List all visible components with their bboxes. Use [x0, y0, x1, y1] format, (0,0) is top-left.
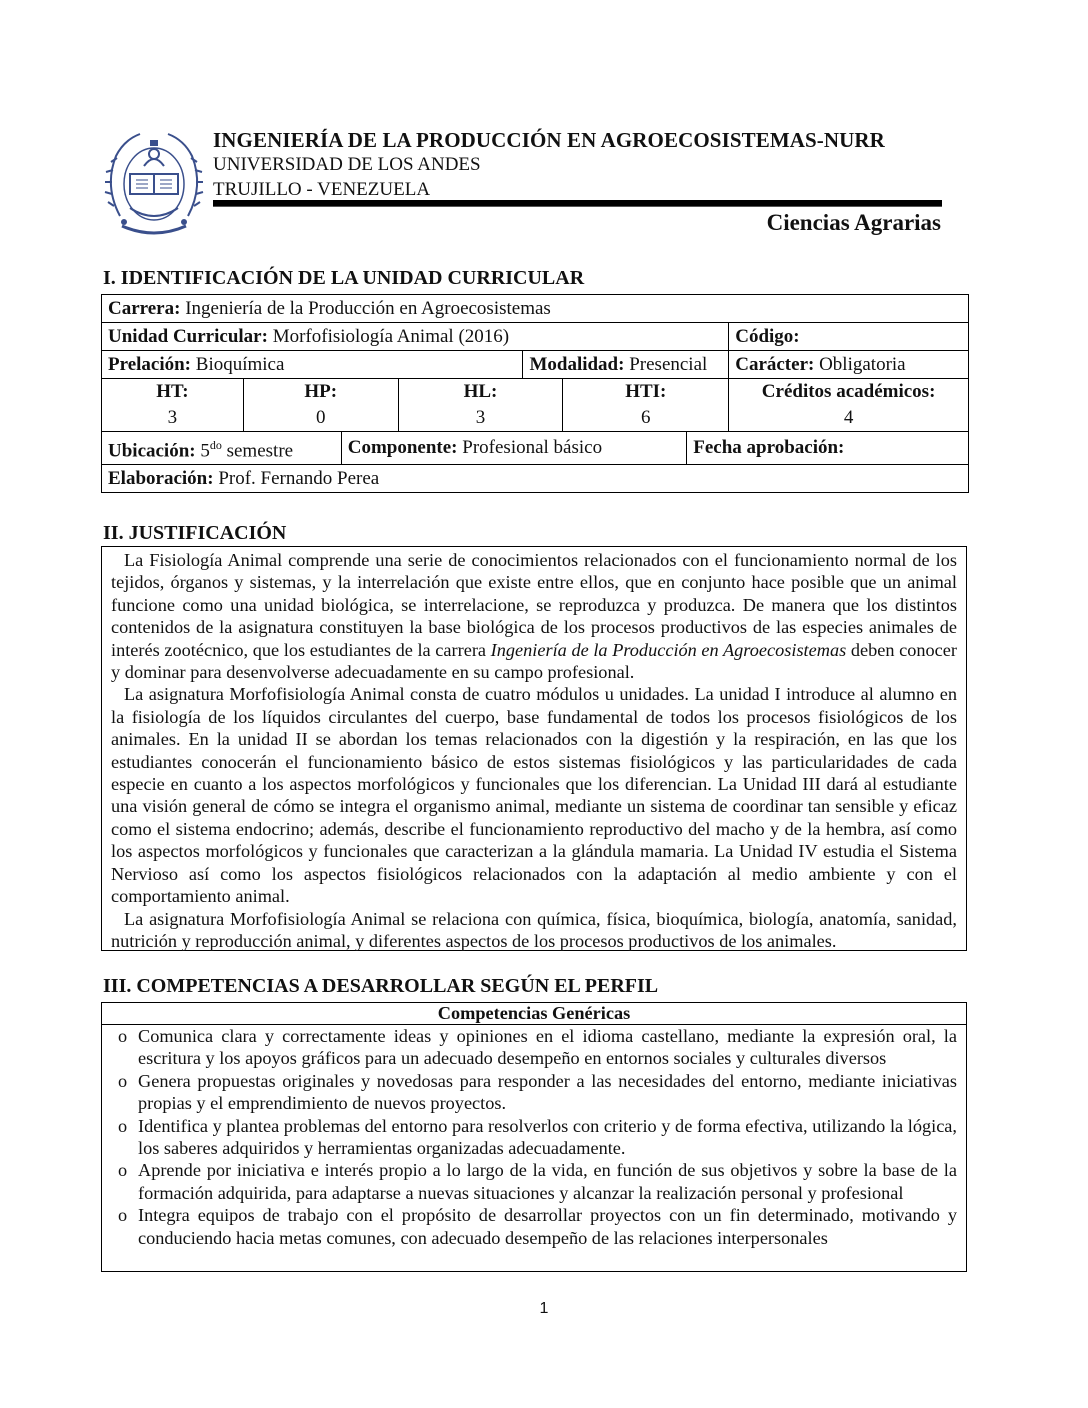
list-item: [118, 1115, 957, 1160]
justification-p1-text-end: deben conocer y dominar para desenvolverse adecuadamente en su campo profesional.: [111, 639, 957, 683]
row-ubicacion: [102, 432, 969, 465]
hp-label: HP:: [304, 381, 338, 402]
list-item: [118, 1025, 957, 1070]
ubicacion-rest: semestre: [226, 440, 294, 462]
competencies-header: Competencias Genéricas: [102, 1003, 966, 1025]
hl-value: 3: [475, 407, 486, 428]
caracter-value: Obligatoria: [819, 353, 906, 375]
competency-text: Genera propuestas originales y novedosas para responder a las necesidades del entorno, mediante iniciativas propias y el emprendimiento de nuevos proyectos.: [138, 1070, 957, 1114]
justification-box: [101, 546, 967, 951]
elaboracion-value: Prof. Fernando Perea: [218, 467, 380, 489]
list-item: [118, 1204, 957, 1249]
location: TRUJILLO - VENEZUELA: [213, 179, 431, 200]
competency-text: Identifica y plantea problemas del entorno para resolverlos con criterio y de forma efectiva, utilizando la lógica, los saberes adquiridos y herramientas organizadas adecuadamente.: [138, 1115, 957, 1159]
justification-paragraph-1: [111, 549, 957, 683]
header-title: INGENIERÍA DE LA PRODUCCIÓN EN AGROECOSISTEMAS-NURR: [213, 128, 885, 152]
carrera-label: Carrera:: [108, 297, 181, 319]
carrera-value: Ingeniería de la Producción en Agroecosistemas: [185, 297, 551, 319]
row-prelacion: [102, 351, 969, 379]
section-3-title: III. COMPETENCIAS A DESARROLLAR SEGÚN EL PERFIL: [103, 975, 659, 997]
creditos-value: 4: [843, 407, 854, 428]
hp-value: 0: [315, 407, 326, 428]
competency-text: Integra equipos de trabajo con el propósito de desarrollar proyectos con un fin determinado, motivando y conduciendo hacia metas comunes, con adecuado desempeño de las relaciones interpersonales: [138, 1205, 957, 1248]
bullet-icon: o: [118, 1026, 128, 1046]
ht-label: HT:: [156, 381, 189, 402]
row-elaboracion: [102, 465, 969, 493]
fecha-label: Fecha aprobación:: [693, 437, 845, 459]
caracter-label: Carácter:: [735, 353, 815, 375]
identification-table: [101, 294, 969, 493]
hti-value: 6: [641, 407, 651, 428]
ubicacion-label: Ubicación:: [108, 440, 196, 462]
row-hours: [102, 379, 969, 432]
university-name: UNIVERSIDAD DE LOS ANDES: [213, 154, 481, 175]
university-seal-icon: [100, 126, 208, 238]
competency-text: Comunica clara y correctamente ideas y opiniones en el idioma castellano, mediante la expresión oral, la escritura y los apoyos gráficos para un adecuado desempeño en entornos sociales y culturales diversos: [138, 1026, 957, 1069]
bullet-icon: o: [118, 1070, 128, 1091]
unidad-value: Morfofisiología Animal (2016): [272, 325, 510, 347]
justification-p1-text: La Fisiología Animal comprende una serie de conocimientos relacionados con el funcionamiento normal de los tejidos, órganos y sistemas, y la interrelación que existe entre ellos, que en conjunto hace posible que un animal funcione como una unidad biológica, se interrelacione, se reproduzca y produzca. De manera que los distintos contenidos de la asignatura constituyen la base biológica de los procesos productivos de las especies animales de interés zootécnico, que los estudiantes de la carrera: [111, 550, 957, 660]
competencies-box: [101, 1002, 967, 1272]
bullet-icon: o: [118, 1160, 128, 1181]
section-1-title: I. IDENTIFICACIÓN DE LA UNIDAD CURRICULAR: [103, 267, 585, 289]
prelacion-value: Bioquímica: [195, 353, 285, 375]
elaboracion-label: Elaboración:: [108, 467, 214, 489]
list-item: [118, 1070, 957, 1115]
area-title: Ciencias Agrarias: [766, 210, 941, 235]
componente-label: Componente:: [347, 437, 458, 459]
competency-text: Aprende por iniciativa e interés propio a lo largo de la vida, en función de sus objetivos y sobre la base de la formación adquirida, para adaptarse a nuevas situaciones y alcanzar la realización personal y profesional: [138, 1160, 957, 1203]
ubicacion-sup: do: [209, 438, 222, 452]
ubicacion-num: 5: [200, 440, 210, 462]
row-carrera: [102, 295, 969, 323]
header-rule: [213, 200, 942, 207]
componente-value: Profesional básico: [462, 437, 603, 459]
page-number: 1: [539, 1300, 549, 1317]
bullet-icon: o: [118, 1115, 128, 1136]
justification-paragraph-2: La asignatura Morfofisiología Animal consta de cuatro módulos u unidades. La unidad I introduce al alumno en la fisiología de los líquidos circulantes del cuerpo, base fundamental de todos los procesos fisiológicos de los animales. En la unidad II se abordan los temas relacionados con la digestión y la respiración, en las que los estudiantes conocerán el funcionamiento básico de estos sistemas fisiológicos y las particularidades de cada especie en cuanto a los aspectos morfológicos y funcionales que los diferencian. La Unidad III dará al estudiante una visión general de cómo se integra el organismo animal, mediante un sistema de coordinar tan sensible y eficaz como el sistema endocrino; además, describe el funcionamiento reproductivo del macho y de la hembra, así como los aspectos morfológicos y funcionales que caracterizan a la glándula mamaria. La Unidad IV estudia el Sistema Nervioso así como los aspectos fisiológicos relacionados con la adaptación al medio ambiente y con el comportamiento animal.: [111, 684, 957, 907]
bullet-icon: o: [118, 1205, 128, 1226]
ht-value: 3: [167, 407, 178, 428]
hti-label: HTI:: [625, 381, 667, 402]
justification-paragraph-3: La asignatura Morfofisiología Animal se relaciona con química, física, bioquímica, biología, anatomía, sanidad, nutrición y reproducción animal, y diferentes aspectos de los procesos productivos de los animales.: [111, 908, 957, 951]
section-2-title: II. JUSTIFICACIÓN: [103, 522, 287, 544]
prelacion-label: Prelación:: [108, 353, 192, 375]
unidad-label: Unidad Curricular:: [108, 325, 268, 347]
codigo-label: Código:: [735, 325, 800, 347]
list-item: [118, 1159, 957, 1204]
modalidad-label: Modalidad:: [529, 353, 625, 375]
modalidad-value: Presencial: [629, 353, 708, 375]
competencies-list: [102, 1025, 966, 1249]
row-unidad: [102, 323, 969, 351]
creditos-label: Créditos académicos:: [761, 381, 936, 402]
hl-label: HL:: [463, 381, 498, 402]
career-name-italic: Ingeniería de la Producción en Agroecosistemas: [490, 639, 847, 660]
